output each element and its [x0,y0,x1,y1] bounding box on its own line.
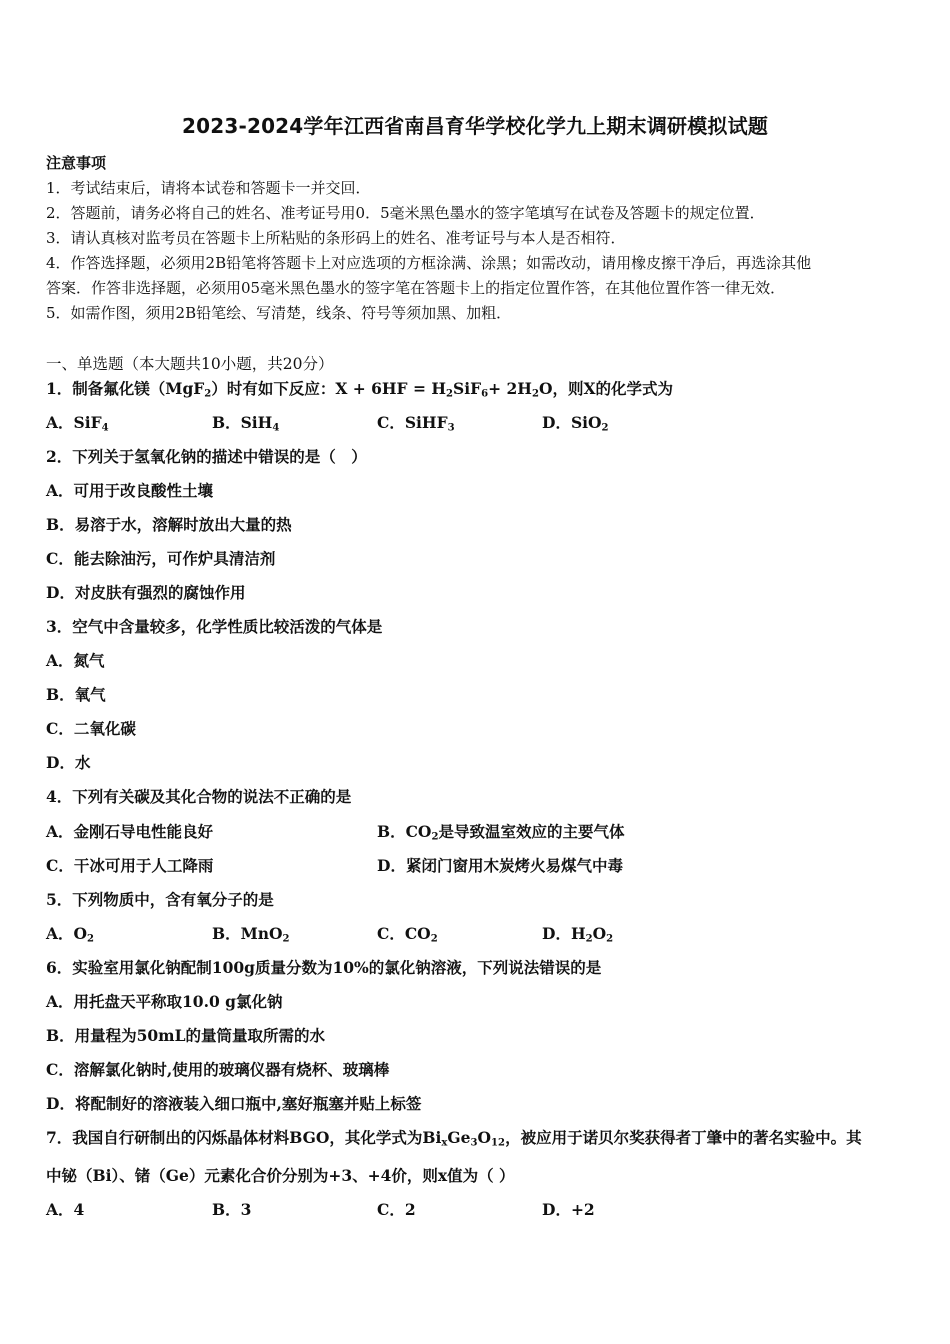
question-6-option-d: D．将配制好的溶液装入细口瓶中,塞好瓶塞并贴上标签 [46,1094,422,1113]
question-5-option-b: B．MnO$_2$ [212,924,290,945]
question-6-option-c: C．溶解氯化钠时,使用的玻璃仪器有烧杯、玻璃棒 [46,1060,390,1079]
question-3-option-a: A．氮气 [46,651,105,670]
question-6-stem: 6．实验室用氯化钠配制100g质量分数为10%的氯化钠溶液，下列说法错误的是 [46,958,602,977]
question-3-option-b: B．氧气 [46,685,106,704]
question-2-option-d: D．对皮肤有强烈的腐蚀作用 [46,583,246,602]
notice-item-3: 3．请认真核对监考员在答题卡上所粘贴的条形码上的姓名、准考证号与本人是否相符． [46,229,626,247]
question-1-option-d: D．SiO$_2$ [542,413,609,434]
question-1-option-b: B．SiH$_4$ [212,413,280,434]
question-2-option-a: A．可用于改良酸性土壤 [46,481,214,500]
question-7-option-a: A．4 [46,1200,85,1219]
question-4-option-a: A．金刚石导电性能良好 [46,822,214,841]
question-3-option-d: D．水 [46,753,91,772]
question-1-option-a: A．SiF$_4$ [46,413,109,434]
question-1-stem: 1．制备氟化镁（MgF$_2$）时有如下反应：$X + 6HF = H_2SiF_6+ 2H_2O$，则X的化学式为 [46,379,673,400]
question-6-option-a: A．用托盘天平称取10.0 g氯化钠 [46,992,283,1011]
question-4-option-b: B．$CO_2$是导致温室效应的主要气体 [377,822,625,843]
question-2-option-b: B．易溶于水，溶解时放出大量的热 [46,515,292,534]
question-3-stem: 3．空气中含量较多，化学性质比较活泼的气体是 [46,617,383,636]
question-7-stem-cont: 中铋（Bi）、锗（Ge）元素化合价分别为+3、+4价，则x值为（ ） [46,1166,515,1185]
question-4-stem: 4．下列有关碳及其化合物的说法不正确的是 [46,787,352,806]
question-7-option-b: B．3 [212,1200,252,1219]
question-7-option-d: D．+2 [542,1200,595,1219]
notice-item-5: 5．如需作图，须用2B铅笔绘、写清楚，线条、符号等须加黑、加粗． [46,304,512,322]
question-5-option-d: D．$H_2O_2$ [542,924,614,945]
question-5-stem: 5．下列物质中，含有氧分子的是 [46,890,274,909]
notice-item-1: 1．考试结束后，请将本试卷和答题卡一并交回． [46,179,371,197]
question-7-stem: 7．我国自行研制出的闪烁晶体材料BGO，其化学式为$Bi_xGe_3O_{12}$，被应用于诺贝尔奖获得者丁肇中的著名实验中。其 [46,1128,862,1149]
question-3-option-c: C．二氧化碳 [46,719,136,738]
section-heading: 一、单选题（本大题共10小题，共20分） [46,355,334,373]
question-2-stem: 2．下列关于氢氧化钠的描述中错误的是（ ） [46,447,367,466]
question-7-option-c: C．2 [377,1200,416,1219]
question-5-option-c: C．$CO_2$ [377,924,438,945]
notice-heading: 注意事项 [46,154,107,172]
page-title: 2023-2024学年江西省南昌育华学校化学九上期末调研模拟试题 [181,114,769,138]
question-4-option-c: C．干冰可用于人工降雨 [46,856,214,875]
question-4-option-d: D．紧闭门窗用木炭烤火易煤气中毒 [377,856,623,875]
question-1-option-c: C．SiHF$_3$ [377,413,455,434]
notice-item-4-cont: 答案．作答非选择题，必须用05毫米黑色墨水的签字笔在答题卡上的指定位置作答，在其他位置作答一律无效． [46,279,786,297]
question-6-option-b: B．用量程为50mL的量筒量取所需的水 [46,1026,325,1045]
question-5-option-a: A．$O_2$ [46,924,95,945]
notice-item-2: 2．答题前，请务必将自己的姓名、准考证号用0．5毫米黑色墨水的签字笔填写在试卷及答题卡的规定位置． [46,204,765,222]
question-2-option-c: C．能去除油污，可作炉具清洁剂 [46,549,276,568]
notice-item-4: 4．作答选择题，必须用2B铅笔将答题卡上对应选项的方框涂满、涂黑；如需改动，请用橡皮擦干净后，再选涂其他 [46,254,812,272]
